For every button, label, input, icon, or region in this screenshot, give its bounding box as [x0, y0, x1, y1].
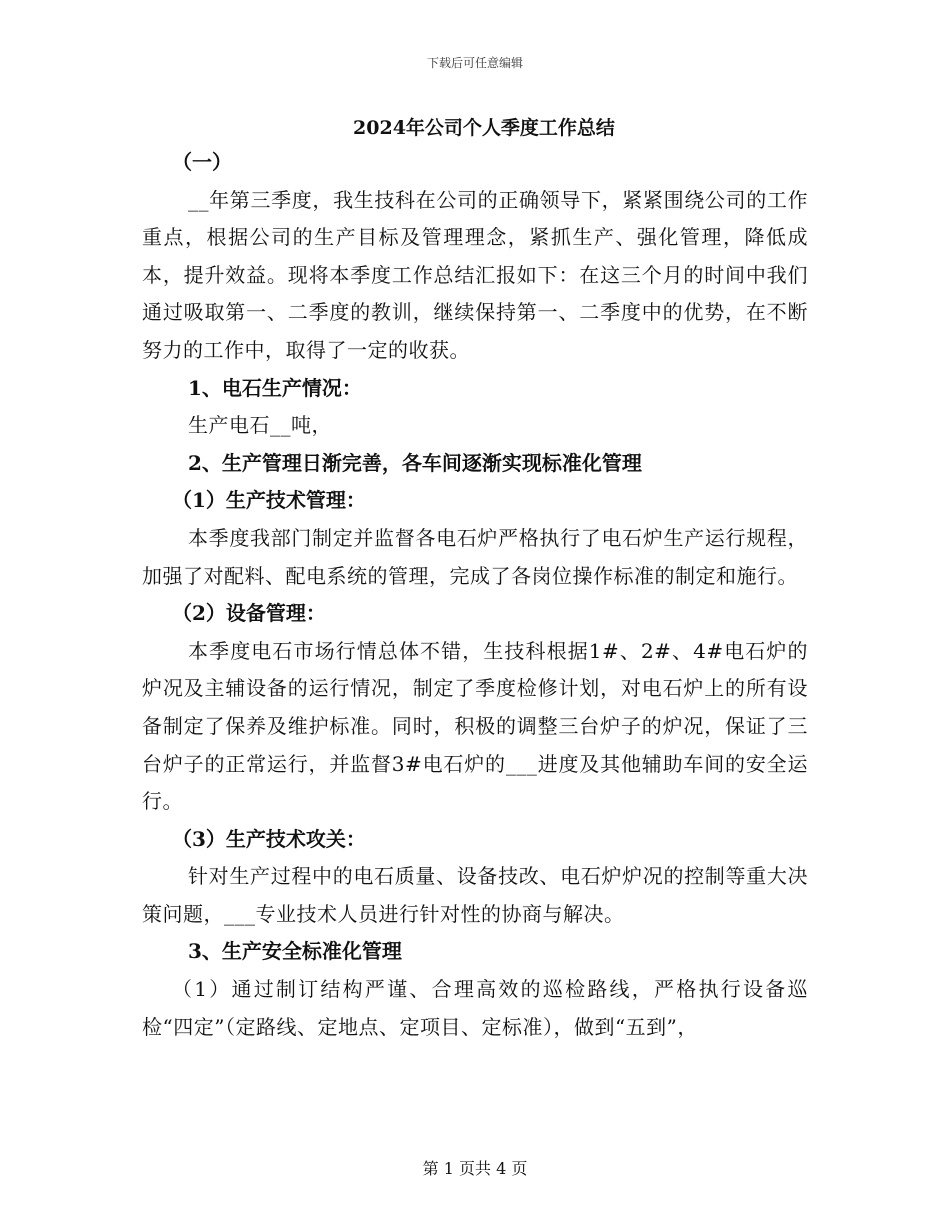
heading-2-3: （3）生产技术攻关：: [172, 826, 366, 851]
paragraph-1: 生产电石__吨，: [188, 413, 332, 438]
section-heading-one: （一）: [172, 150, 232, 174]
document-body: [142, 112, 808, 1046]
paragraph-2-1: 本季度我部门制定并监督各电石炉严格执行了电石炉生产运行规程，加强了对配料、配电系统的管理，完成了各岗位操作标准的制定和施行。: [142, 525, 808, 588]
paragraph-3-1: （1）通过制订结构严谨、合理高效的巡检路线，严格执行设备巡检“四定”（定路线、定地点、定项目、定标准），做到“五到”，: [142, 977, 808, 1039]
page-number: 第 1 页共 4 页: [422, 1159, 528, 1178]
header-note: 下载后可任意编辑: [426, 56, 523, 70]
heading-2-2: （2）设备管理：: [172, 601, 326, 626]
heading-2: 2、生产管理日渐完善，各车间逐渐实现标准化管理: [188, 450, 642, 475]
paragraph-intro: __年第三季度，我生技科在公司的正确领导下，紧紧围绕公司的工作重点，根据公司的生产目标及管理理念，紧抓生产、强化管理，降低成本，提升效益。现将本季度工作总结汇报如下：在这三个月的时间中我们通过吸取第一、二季度的教训，继续保持第一、二季度中的优势，在不断努力的工作中，取得了一定的收获。: [142, 187, 808, 362]
paragraph-2-2: 本季度电石市场行情总体不错，生技科根据1#、2#、4#电石炉的炉况及主辅设备的运行情况，制定了季度检修计划，对电石炉上的所有设备制定了保养及维护标准。同时，积极的调整三台炉子的炉况，保证了三台炉子的正常运行，并监督3#电石炉的___进度及其他辅助车间的安全运行。: [142, 638, 808, 814]
document-title: 2024年公司个人季度工作总结: [353, 117, 615, 139]
heading-3: 3、生产安全标准化管理: [188, 939, 402, 964]
paragraph-2-3: 针对生产过程中的电石质量、设备技改、电石炉炉况的控制等重大决策问题，___专业技术人员进行针对性的协商与解决。: [142, 864, 808, 926]
heading-2-1: （1）生产技术管理：: [172, 488, 366, 513]
heading-1: 1、电石生产情况：: [188, 375, 362, 400]
